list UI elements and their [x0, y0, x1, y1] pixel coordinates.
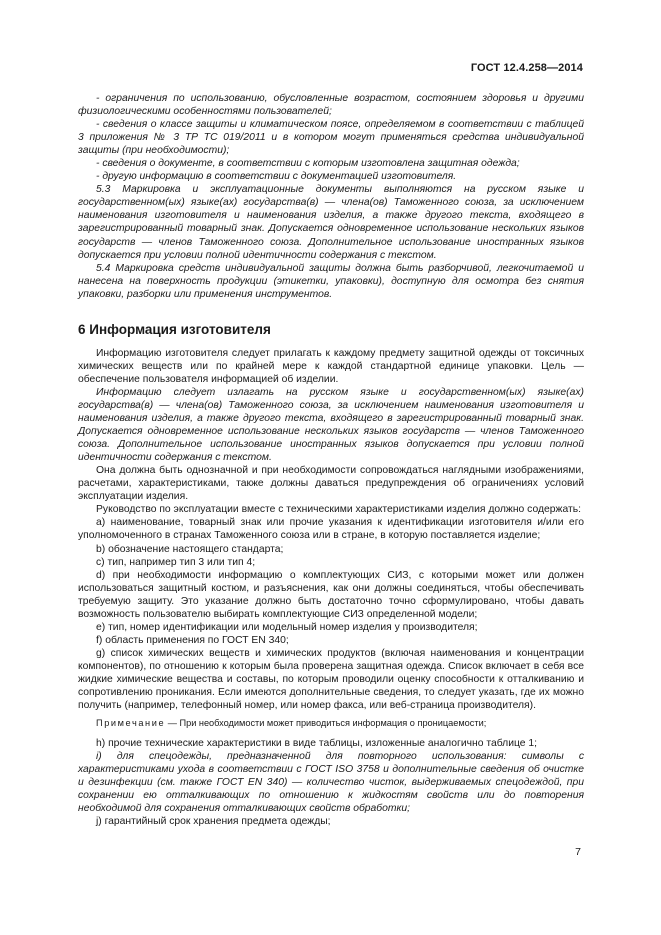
section-6-paragraph-2: Информацию следует излагать на русском языке и государственном(ых) языке(ах) государства(в) — члена(ов) Таможенного союза, за исключением наименования изготовителя и наименования изделия, а также другого текста, входящего в зарегистрированный товарный знак. Допускается одновременное использование нескольких языков государств — членов Таможенного союза. Дополнительное использование иностранных языков допускается при условии полной идентичности содержания с текстом.	[78, 386, 584, 464]
note	[78, 717, 584, 730]
page-number: 7	[575, 846, 581, 858]
paragraph-5-3: 5.3 Маркировка и эксплуатационные документы выполняются на русском языке и государственном(ых) языке(ах) государства(в) — члена(ов) Таможенного союза, за исключением наименования изготовителя и наименования изделия, а также другого текста, входящего в зарегистрированный товарный знак. Допускается одновременное использование нескольких языков государств — членов Таможенного союза. Дополнительное использование иностранных языков допускается при условии полной идентичности содержания с текстом.	[78, 184, 584, 261]
list-item-b: b) обозначение настоящего стандарта;	[96, 543, 284, 555]
list-item-f: f) область применения по ГОСТ EN 340;	[96, 634, 289, 646]
page-body	[78, 92, 584, 828]
list-item-h: h) прочие технические характеристики в виде таблицы, изложенные аналогично таблице 1;	[96, 738, 538, 750]
list-item-a: a) наименование, товарный знак или прочие указания к идентификации изготовителя и/или его уполномоченного в странах Таможенного союза или в стране, в которую поставляется изделие;	[78, 517, 584, 542]
list-item-g: g) список химических веществ и химических продуктов (включая наименования и концентрации компонентов), по отношению к которым была проверена защитная одежда. Список включает в себя все жидкие химические вещества и составы, по которым проводили оценку способности к отталкиванию и сопротивлению проникания. Если имеются дополнительные сведения, то следует указать, где их можно получить (например, телефонный номер, или номер факса, или веб-страница производителя).	[78, 647, 584, 712]
paragraph-document-info: - сведения о документе, в соответствии с которым изготовлена защитная одежда;	[96, 158, 520, 170]
note-label: Примечание	[96, 718, 166, 729]
list-item-d: d) при необходимости информацию о комплектующих СИЗ, с которыми может или должен использоваться защитный костюм, и разъяснения, как они должны соединяться, чтобы обеспечивать требуемую защиту. Это указание должно быть достаточно точно сформулировано, чтобы давать возможность пользователю выбирать комплектующие СИЗ определенной модели;	[78, 569, 584, 620]
paragraph-5-4: 5.4 Маркировка средств индивидуальной защиты должна быть разборчивой, легкочитаемой и нанесена на поверхность продукции (этикетки, упаковки), доступную для осмотра без снятия упаковки, разборки или применения инструментов.	[78, 262, 584, 300]
list-item-j: j) гарантийный срок хранения предмета одежды;	[96, 816, 331, 828]
note-text: — При необходимости может приводиться информация о проницаемости;	[165, 718, 487, 729]
list-item-i: i) для спецодежды, предназначенной для повторного использования: символы с характеристиками ухода в соответствии с ГОСТ ISO 3758 и дополнительные сведения об очистке и дезинфекции (см. также ГОСТ EN 340) — количество чисток, выдерживаемых спецодеждой, при сохранении ею отталкивающих по отношению к жидкостям свойств или до повторения необходимой для сохранения отталкивающих свойств обработки;	[78, 751, 584, 815]
section-6-heading: 6 Информация изготовителя	[78, 321, 271, 337]
list-item-c: c) тип, например тип 3 или тип 4;	[96, 556, 256, 568]
list-item-e: e) тип, номер идентификации или модельный номер изделия у производителя;	[96, 621, 478, 633]
section-6-paragraph-4: Руководство по эксплуатации вместе с техническими характеристиками изделия должно содержать:	[96, 504, 581, 516]
paragraph-protection-class: - сведения о классе защиты и климатическом поясе, определяемом в соответствии с таблицей 3 приложения № 3 ТР ТС 019/2011 и в котором могут применяться средства индивидуальной защиты (при необходимости);	[78, 119, 584, 157]
document-header: ГОСТ 12.4.258—2014	[470, 62, 583, 74]
paragraph-limitations: - ограничения по использованию, обусловленные возрастом, состоянием здоровья и другими физиологическими особенностями пользователей;	[78, 93, 584, 118]
section-6-paragraph-1: Информацию изготовителя следует прилагать к каждому предмету защитной одежды от токсичных химических веществ или по крайней мере к каждой стандартной единице упаковки. Цель — обеспечение пользователя информацией об изделии.	[78, 347, 584, 385]
section-6-paragraph-3: Она должна быть однозначной и при необходимости сопровождаться наглядными изображениями, расчетами, характеристиками, также должны даваться предупреждения об ограничениях условий эксплуатации изделия.	[78, 465, 584, 503]
paragraph-other-info: - другую информацию в соответствии с документацией изготовителя.	[96, 171, 457, 183]
